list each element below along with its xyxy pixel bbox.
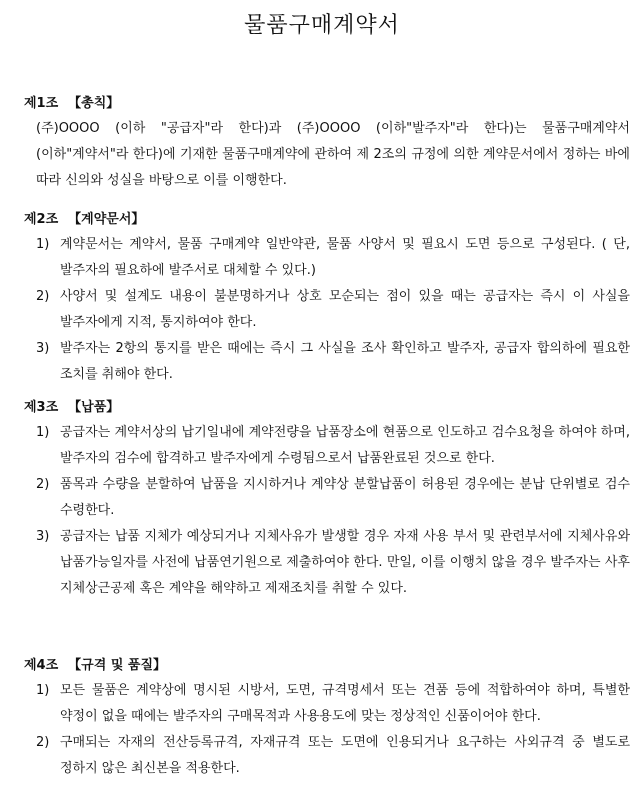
clause-number: 3) [36,529,50,544]
clause-number: 1) [36,683,50,698]
article-2 [24,208,630,388]
article-number: 제1조 [24,96,59,111]
clause-item [24,730,630,782]
article-heading [24,92,630,116]
clause-number: 2) [36,289,50,304]
clause-text: 모든 물품은 계약상에 명시된 시방서, 도면, 규격명세서 또는 견품 등에 적합하여야 하며, 특별한 약정이 없을 때에는 발주자의 구매목적과 사용용도에 맞는 정상적인 신품이어야 한다. [60,683,630,724]
clause-text: 발주자는 2항의 통지를 받은 때에는 즉시 그 사실을 조사 확인하고 발주자, 공급자 합의하에 필요한 조치를 취해야 한다. [60,341,630,382]
clause-item [24,472,630,524]
clause-number: 3) [36,341,50,356]
clause-number: 1) [36,425,50,440]
article-title: 【납품】 [68,400,120,415]
article-3 [24,396,630,602]
clause-number: 2) [36,477,50,492]
clause-item [24,284,630,336]
clause-number: 1) [36,237,50,252]
clause-item [24,524,630,602]
clause-item [24,420,630,472]
clause-text: 계약문서는 계약서, 물품 구매계약 일반약관, 물품 사양서 및 필요시 도면 등으로 구성된다. ( 단, 발주자의 필요하에 발주서로 대체할 수 있다.) [60,237,630,278]
clause-item [24,232,630,284]
article-title: 【총칙】 [68,96,120,111]
article-number: 제3조 [24,400,59,415]
clause-text: 사양서 및 설계도 내용이 불분명하거나 상호 모순되는 점이 있을 때는 공급자는 즉시 이 사실을 발주자에게 지적, 통지하여야 한다. [60,289,630,330]
article-title: 【규격 및 품질】 [68,658,167,673]
clause-item [24,336,630,388]
article-1 [24,92,630,194]
article-number: 제4조 [24,658,59,673]
article-heading [24,208,630,232]
document-title: 물품구매계약서 [244,13,400,38]
clause-number: 2) [36,735,50,750]
article-4 [24,654,630,782]
clause-text: 공급자는 계약서상의 납기일내에 계약전량을 납품장소에 현품으로 인도하고 검수요청을 하여야 하며, 발주자의 검수에 합격하고 발주자에게 수령됨으로서 납품완료된 것으로 한다. [60,425,630,466]
clause-text: 공급자는 납품 지체가 예상되거나 지체사유가 발생할 경우 자재 사용 부서 및 관련부서에 지체사유와 납품가능일자를 사전에 납품연기원으로 제출하여야 한다. 만일, 이를 이행치 않을 경우 발주자는 사후 지체상근공제 혹은 계약을 해약하고 제재조치를 취할 수 있다. [60,529,630,596]
article-number: 제2조 [24,212,59,227]
clause-text: 구매되는 자재의 전산등록규격, 자재규격 또는 도면에 인용되거나 요구하는 사외규격 중 별도로 정하지 않은 최신본을 적용한다. [60,735,630,776]
article-title: 【계약문서】 [68,212,145,227]
article-heading [24,654,630,678]
article-body: (주)OOOO (이하 "공급자"라 한다)과 (주)OOOO (이하"발주자"라 한다)는 물품구매계약서(이하"계약서"라 한다)에 기재한 물품구매계약에 관하여 제 2조의 규정에 의한 계약문서에서 정하는 바에 따라 신의와 성실을 바탕으로 이를 이행한다. [36,121,630,188]
article-heading [24,396,630,420]
clause-text: 품목과 수량을 분할하여 납품을 지시하거나 계약상 분할납품이 허용된 경우에는 분납 단위별로 검수 수령한다. [60,477,630,518]
clause-item [24,678,630,730]
